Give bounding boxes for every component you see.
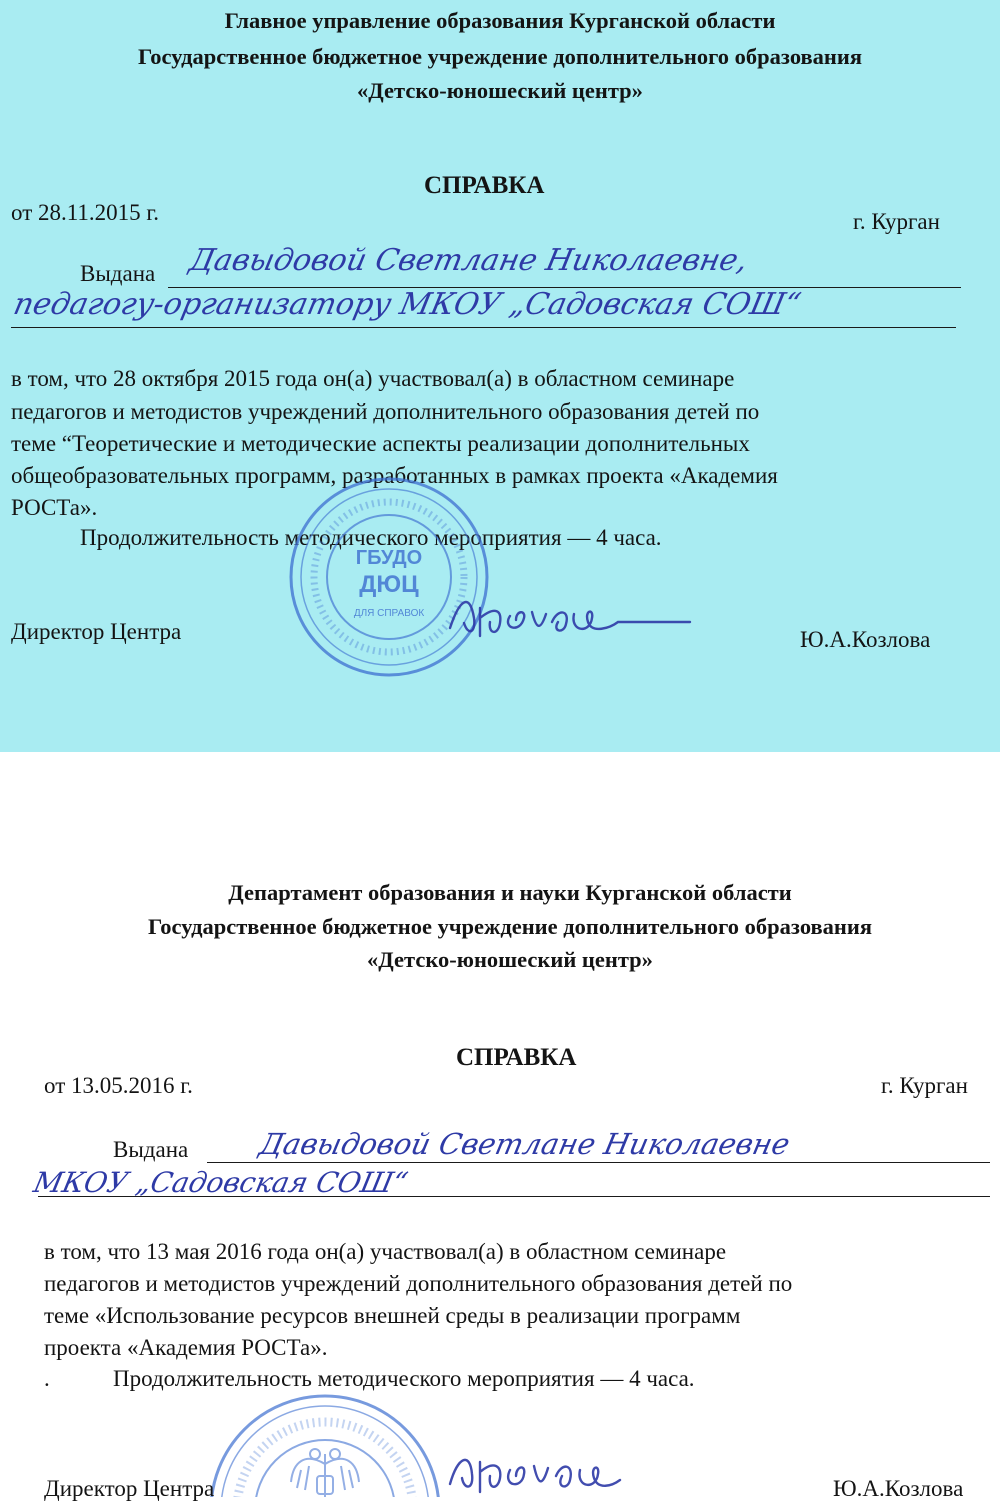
issued-label: Выдана xyxy=(113,1137,189,1162)
body-line-3: теме “Теоретические и методические аспекты реализации дополнительных xyxy=(11,431,750,456)
document-title: СПРАВКА xyxy=(424,172,545,199)
round-stamp xyxy=(286,474,492,680)
header-line-2: Государственное бюджетное учреждение дополнительного образования xyxy=(147,914,873,939)
issue-city: г. Курган xyxy=(853,209,940,234)
body-line-1: в том, что 13 мая 2016 года он(а) участвовал(а) в областном семинаре xyxy=(44,1239,727,1264)
body-line-1: в том, что 28 октября 2015 года он(а) участвовал(а) в областном семинаре xyxy=(11,366,735,391)
director-signature xyxy=(440,1444,680,1497)
emblem-eagle-icon xyxy=(291,1449,359,1497)
stamp-text-1: ГБУДО xyxy=(355,547,423,569)
stamp-text-3: ДЛЯ СПРАВОК xyxy=(353,608,425,619)
issued-label: Выдана xyxy=(80,261,156,286)
certificate-2016 xyxy=(0,752,1000,1501)
signer-title: Директор Центра xyxy=(11,619,182,644)
fill-line-1 xyxy=(207,1162,990,1163)
stamp-text-2: ДЮЦ xyxy=(359,571,419,598)
body-line-2: педагогов и методистов учреждений дополнительного образования детей по xyxy=(11,399,760,424)
body-line-5: РОСТа». xyxy=(11,495,98,520)
issue-city: г. Курган xyxy=(881,1073,968,1098)
fill-line-2 xyxy=(11,327,956,328)
official-seal xyxy=(205,1392,445,1497)
issue-date: от 13.05.2016 г. xyxy=(44,1073,193,1098)
header-line-1: Главное управление образования Курганской области xyxy=(224,8,776,33)
body-line-2: педагогов и методистов учреждений дополнительного образования детей по xyxy=(44,1271,793,1296)
body-line-4: общеобразовательных программ, разработанных в рамках проекта «Академия xyxy=(11,463,778,488)
body-line-4: проекта «Академия РОСТа». xyxy=(44,1335,328,1360)
duration-prefix: . xyxy=(44,1366,50,1391)
duration-line: Продолжительность методического мероприятия — 4 часа. xyxy=(80,525,662,550)
issue-date: от 28.11.2015 г. xyxy=(11,200,159,225)
director-signature xyxy=(440,588,700,648)
recipient-name-handwritten: Давыдовой Светлане Николаевне xyxy=(256,1127,793,1161)
signer-title: Директор Центра xyxy=(44,1476,215,1501)
header-line-1: Департамент образования и науки Курганской области xyxy=(228,880,792,905)
recipient-position-handwritten: педагогу-организатору МКОУ „Садовская СОШ“ xyxy=(10,287,804,322)
header-line-3: «Детско-юношеский центр» xyxy=(357,78,643,103)
recipient-school-handwritten: МКОУ „Садовская СОШ“ xyxy=(30,1166,411,1199)
body-line-3: теме «Использование ресурсов внешней среды в реализации программ xyxy=(44,1303,741,1328)
recipient-name-handwritten: Давыдовой Светлане Николаевне, xyxy=(186,243,751,278)
duration-line: Продолжительность методического мероприятия — 4 часа. xyxy=(113,1366,695,1391)
signer-name: Ю.А.Козлова xyxy=(833,1476,964,1501)
header-line-3: «Детско-юношеский центр» xyxy=(367,947,653,972)
fill-line-2 xyxy=(38,1196,990,1197)
header-line-2: Государственное бюджетное учреждение дополнительного образования xyxy=(137,44,863,69)
signer-name: Ю.А.Козлова xyxy=(800,627,931,652)
document-title: СПРАВКА xyxy=(456,1044,577,1071)
